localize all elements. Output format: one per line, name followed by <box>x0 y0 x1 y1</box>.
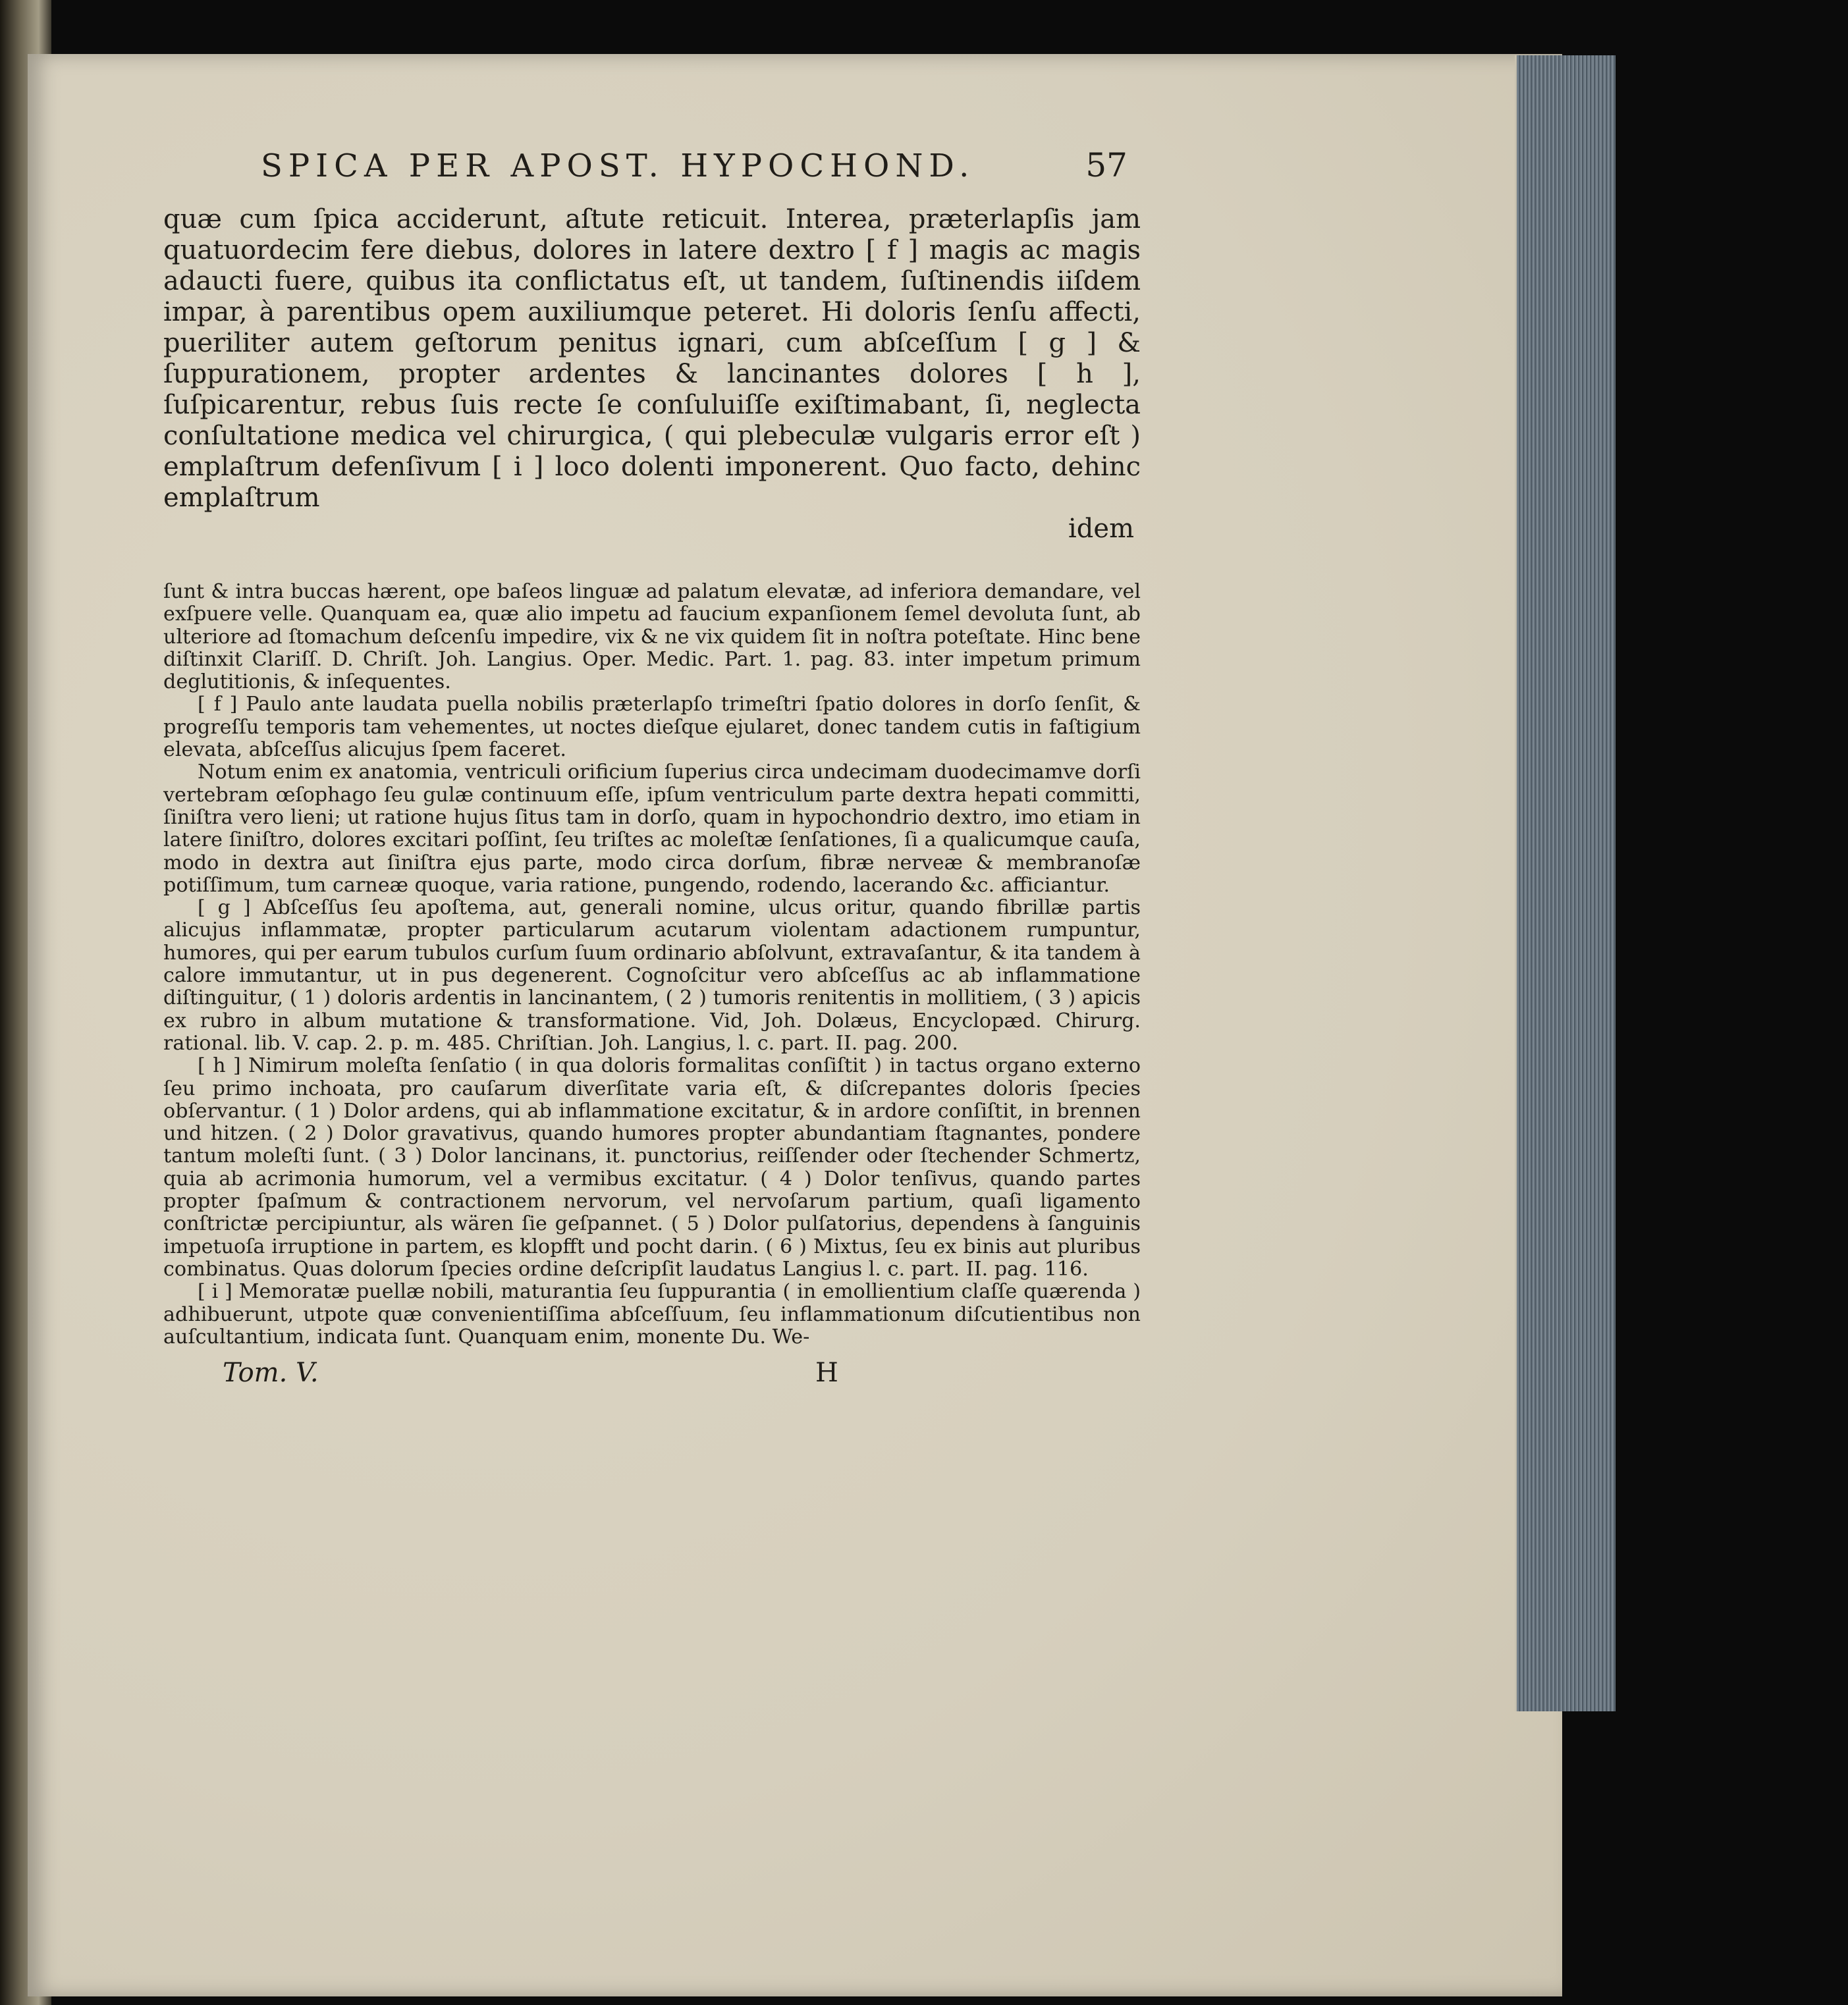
page-number: 57 <box>1085 146 1128 184</box>
page-edges <box>1515 55 1616 1711</box>
footnote-f: [ f ] Paulo ante laudata puella nobilis præterlapſo trimeſtri ſpatio dolores in dorſo ſenſit, & progreſſu temporis tam vehementes, ut noctes dieſque ejularet, donec tandem cutis in faſtigium elevata, abſceſſus alicujus ſpem faceret. <box>163 693 1141 762</box>
volume-mark: Tom. V. <box>223 1358 319 1389</box>
running-head <box>163 146 1141 199</box>
gathering-mark: H <box>815 1358 838 1389</box>
footnote-h: [ h ] Nimirum moleſta ſenſatio ( in qua doloris formalitas conſiſtit ) in tactus organo externo ſeu primo inchoata, pro cauſarum diverſitate varia eſt, & diſcrepantes doloris ſpecies obſervantur. ( 1 ) Dolor ardens, qui ab inflammatione excitatur, & in ardore conſiſtit, in brennen und hitzen. ( 2 ) Dolor gravativus, quando humores propter abundantiam ſtagnantes, pondere tantum moleſti ſunt. ( 3 ) Dolor lancinans, it. punctorius, reiſſender oder ſtechender Schmertz, quia ab acrimonia humorum, vel a vermibus excitatur. ( 4 ) Dolor tenſivus, quando partes propter ſpaſmum & contractionem nervorum, vel nervoſarum partium, quaſi ligamento conſtrictæ percipiuntur, als wären ſie geſpannet. ( 5 ) Dolor pulſatorius, dependens à ſanguinis impetuoſa irruptione in partem, es klopfft und pocht darin. ( 6 ) Mixtus, ſeu ex binis aut pluribus combinatus. Quas dolorum ſpecies ordine deſcripſit laudatus Langius l. c. part. II. pag. 116. <box>163 1054 1141 1281</box>
footnote-continuation: ſunt & intra buccas hærent, ope baſeos linguæ ad palatum elevatæ, ad inferiora demandare, vel exſpuere velle. Quanquam ea, quæ alio impetu ad faucium expanſionem ſemel devoluta ſunt, ab ulteriore ad ſtomachum deſcenſu impedire, vix & ne vix quidem ſit in noſtra poteſtate. Hinc bene diſtinxit Clariſſ. D. Chriſt. Joh. Langius. Oper. Medic. Part. 1. pag. 83. inter impetum primum deglutitionis, & inſequentes. <box>163 580 1141 694</box>
text-block <box>163 146 1141 1397</box>
footnote-f-continued: Notum enim ex anatomia, ventriculi orificium ſuperius circa undecimam duodecimamve dorſi vertebram œſophago ſeu gulæ continuum eſſe, ipſum ventriculum parte dextra hepati committi, ſiniſtra vero lieni; ut ratione hujus ſitus tam in dorſo, quam in hypochondrio dextro, imo etiam in latere ſiniſtro, dolores excitari poſſint, ſeu triſtes ac moleſtæ ſenſationes, ſi a qualicumque cauſa, modo in dextra aut ſiniſtra ejus parte, modo circa dorſum, fibræ nerveæ & membranoſæ potiſſimum, tum carneæ quoque, varia ratione, pungendo, rodendo, lacerando &c. afficiantur. <box>163 761 1141 897</box>
footnote-i: [ i ] Memoratæ puellæ nobili, maturantia ſeu ſuppurantia ( in emollientium claſſe quærenda ) adhibuerunt, utpote quæ convenientiſſima abſceſſuum, ſeu inflammationum diſcutientibus non auſcultantium, indicata ſunt. Quanquam enim, monente Du. We- <box>163 1280 1141 1349</box>
page-footer <box>163 1358 1141 1397</box>
main-text: quæ cum ſpica acciderunt, aſtute reticuit. Interea, præterlapſis jam quatuordecim fere diebus, dolores in latere dextro [ f ] magis ac magis adaucti fuere, quibus ita conflictatus eſt, ut tandem, ſuſtinendis iiſdem impar, à parentibus opem auxiliumque peteret. Hi doloris ſenſu affecti, pueriliter autem geſtorum penitus ignari, cum abſceſſum [ g ] & ſuppurationem, propter ardentes & lancinantes dolores [ h ], ſuſpicarentur, rebus ſuis recte ſe conſuluiſſe exiſtimabant, ſi, neglecta conſultatione medica vel chirurgica, ( qui plebeculæ vulgaris error eſt ) emplaſtrum defenſivum [ i ] loco dolenti imponerent. Quo facto, dehinc emplaſtrum <box>163 204 1141 513</box>
footnote-g: [ g ] Abſceſſus ſeu apoſtema, aut, generali nomine, ulcus oritur, quando fibrillæ partis alicujus inflammatæ, propter particularum acutarum violentam adactionem rumpuntur, humores, qui per earum tubulos curſum ſuum ordinario abſolvunt, extravaſantur, & ita tandem à calore immutantur, ut in pus degenerent. Cognoſcitur vero abſceſſus ac ab inflammatione diſtinguitur, ( 1 ) doloris ardentis in lancinantem, ( 2 ) tumoris renitentis in mollitiem, ( 3 ) apicis ex rubro in album mutatione & transformatione. Vid, Joh. Dolæus, Encyclopæd. Chirurg. rational. lib. V. cap. 2. p. m. 485. Chriſtian. Joh. Langius, l. c. part. II. pag. 200. <box>163 896 1141 1055</box>
footnotes <box>163 581 1141 1349</box>
running-title: SPICA PER APOST. HYPOCHOND. <box>261 147 975 184</box>
catchword: idem <box>1068 514 1134 544</box>
